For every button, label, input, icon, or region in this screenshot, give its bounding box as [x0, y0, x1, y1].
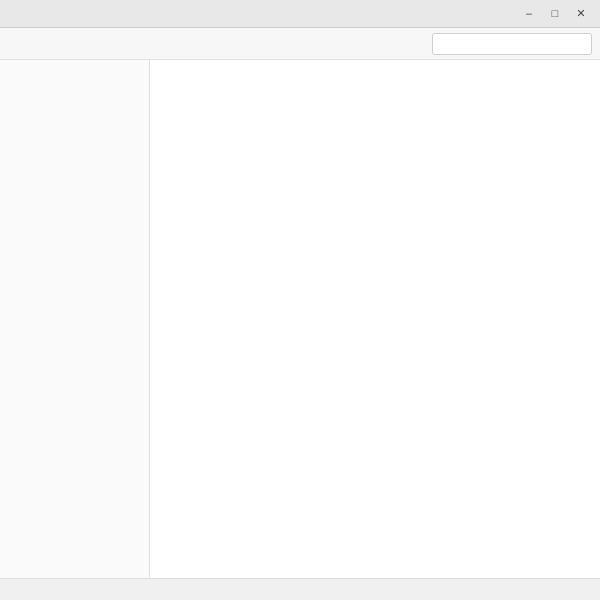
close-icon[interactable]: ✕ [576, 8, 586, 20]
status-bar [0, 578, 600, 600]
toolbar [0, 28, 600, 60]
window-controls [518, 5, 592, 23]
page-title [162, 70, 588, 88]
sidebar [0, 60, 150, 578]
search-input[interactable] [432, 33, 592, 55]
content-area [0, 60, 600, 578]
title-bar [0, 0, 600, 28]
main-panel [150, 60, 600, 578]
maximize-icon[interactable]: □ [551, 7, 559, 20]
minimize-icon[interactable]: – [525, 7, 533, 20]
